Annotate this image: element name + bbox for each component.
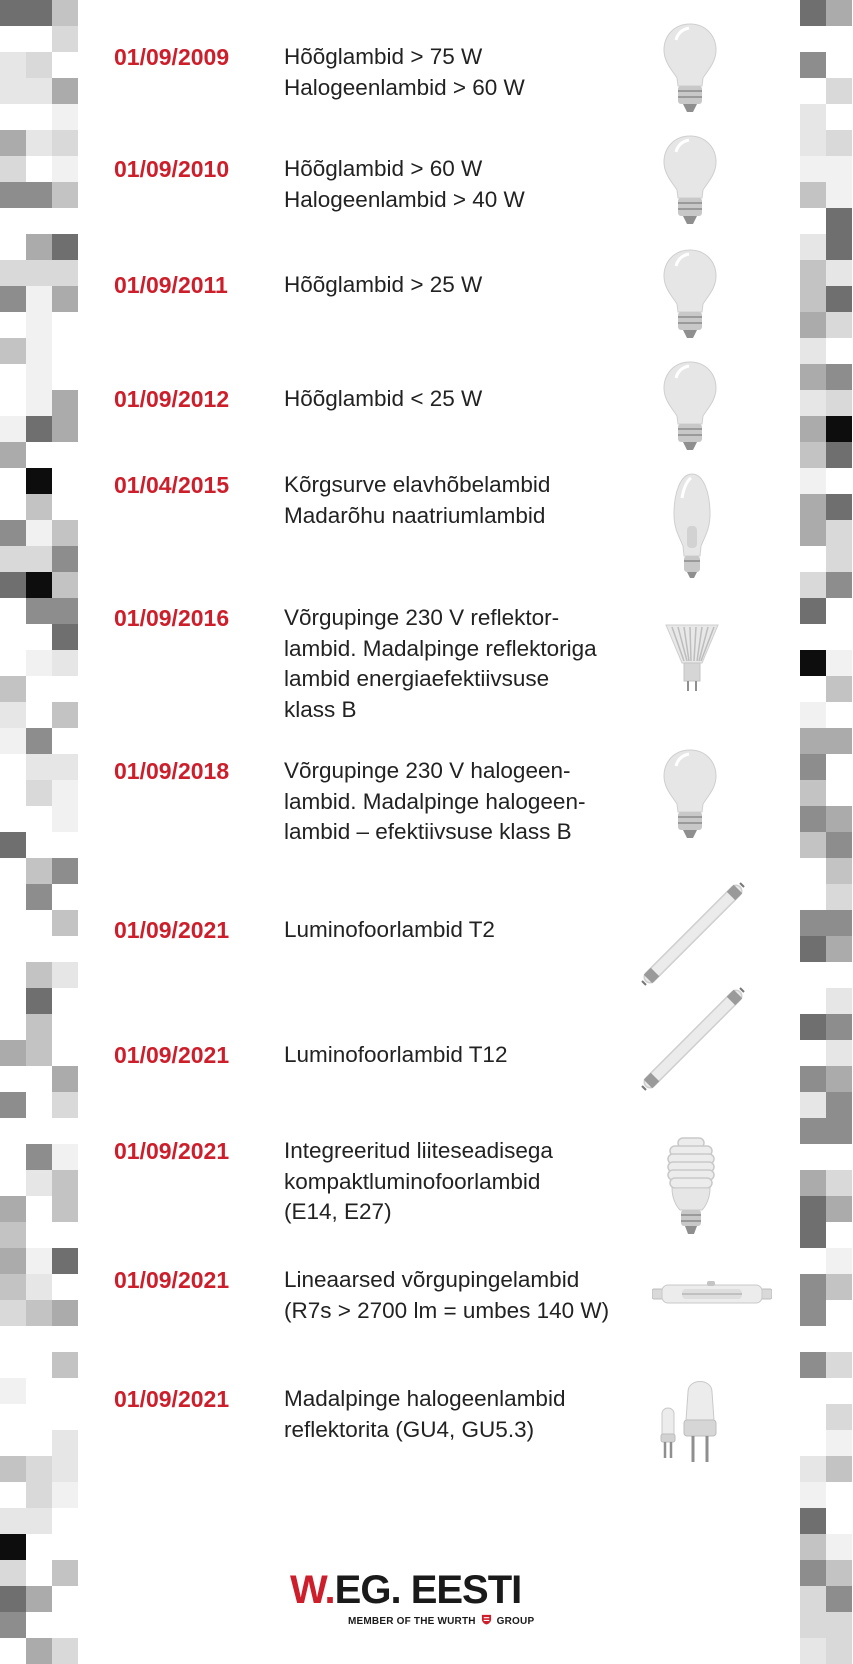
mosaic-tile xyxy=(52,962,78,988)
mosaic-tile xyxy=(0,1222,26,1248)
row-description: Luminofoorlambid T12 xyxy=(284,1042,508,1067)
mosaic-tile xyxy=(826,988,852,1014)
row-description: Lineaarsed võrgupingelambid (R7s > 2700 lm = umbes 140 W) xyxy=(284,1267,610,1323)
mosaic-tile xyxy=(826,832,852,858)
mosaic-tile xyxy=(26,494,52,520)
mosaic-tile xyxy=(52,1248,78,1274)
mosaic-tile xyxy=(26,52,52,78)
mosaic-tile xyxy=(800,728,826,754)
mosaic-tile xyxy=(52,130,78,156)
mosaic-tile xyxy=(800,0,826,26)
incandescent-bulb-icon xyxy=(662,248,718,345)
mosaic-tile xyxy=(0,286,26,312)
row-description: Integreeritud liiteseadisega kompaktluminofoorlambid (E14, E27) xyxy=(284,1138,553,1224)
mosaic-tile xyxy=(0,1300,26,1326)
wurth-shield-icon xyxy=(481,1614,492,1625)
row-date: 01/09/2021 xyxy=(114,917,230,943)
mosaic-tile xyxy=(26,1482,52,1508)
mosaic-tile xyxy=(800,1482,826,1508)
mosaic-tile xyxy=(800,416,826,442)
mosaic-tile xyxy=(826,1118,852,1144)
mosaic-tile xyxy=(826,1534,852,1560)
mosaic-tile xyxy=(800,1534,826,1560)
mosaic-tile xyxy=(0,1508,26,1534)
mosaic-tile xyxy=(826,208,852,234)
mosaic-tile xyxy=(52,1482,78,1508)
row-date: 01/09/2021 xyxy=(114,1042,230,1068)
mosaic-tile xyxy=(52,286,78,312)
mosaic-tile xyxy=(26,364,52,390)
mosaic-tile xyxy=(826,390,852,416)
mosaic-tile xyxy=(0,1040,26,1066)
mosaic-tile xyxy=(800,1170,826,1196)
mosaic-tile xyxy=(826,416,852,442)
mosaic-tile xyxy=(800,234,826,260)
mosaic-tile xyxy=(26,1170,52,1196)
mosaic-tile xyxy=(826,1586,852,1612)
mosaic-tile xyxy=(0,676,26,702)
mosaic-tile xyxy=(826,312,852,338)
mosaic-tile xyxy=(800,1092,826,1118)
mosaic-tile xyxy=(826,442,852,468)
mosaic-tile xyxy=(826,910,852,936)
mosaic-tile xyxy=(0,546,26,572)
mosaic-tile xyxy=(826,1560,852,1586)
mosaic-tile xyxy=(800,390,826,416)
mosaic-tile xyxy=(800,104,826,130)
row-date: 01/04/2015 xyxy=(114,472,230,498)
row-description: Hõõglambid > 75 W Halogeenlambid > 60 W xyxy=(284,44,525,100)
mosaic-tile xyxy=(800,364,826,390)
mosaic-tile xyxy=(52,598,78,624)
mosaic-tile xyxy=(800,1508,826,1534)
mosaic-tile xyxy=(826,1014,852,1040)
row-description: Hõõglambid > 60 W Halogeenlambid > 40 W xyxy=(284,156,525,212)
mosaic-tile xyxy=(52,1352,78,1378)
mosaic-tile xyxy=(52,702,78,728)
mosaic-tile xyxy=(26,754,52,780)
row-description: Kõrgsurve elavhõbelambid Madarõhu naatriumlambid xyxy=(284,472,551,528)
mosaic-tile xyxy=(52,0,78,26)
mosaic-tile xyxy=(0,1248,26,1274)
mosaic-tile xyxy=(52,650,78,676)
mosaic-tile xyxy=(52,26,78,52)
mosaic-tile xyxy=(0,182,26,208)
row-date: 01/09/2016 xyxy=(114,605,230,631)
mosaic-tile xyxy=(52,624,78,650)
bi-pin-halogen-lamps-icon xyxy=(654,1372,730,1471)
mosaic-tile xyxy=(26,0,52,26)
mosaic-tile xyxy=(26,728,52,754)
mosaic-tile xyxy=(52,1066,78,1092)
mosaic-tile xyxy=(26,1040,52,1066)
mosaic-tile xyxy=(52,390,78,416)
mosaic-tile xyxy=(26,1508,52,1534)
mosaic-tile xyxy=(800,520,826,546)
mosaic-tile xyxy=(26,1248,52,1274)
left-mosaic-decoration xyxy=(0,0,80,1640)
mosaic-tile xyxy=(826,234,852,260)
mosaic-tile xyxy=(800,182,826,208)
mosaic-tile xyxy=(800,702,826,728)
mosaic-tile xyxy=(52,858,78,884)
mosaic-tile xyxy=(0,52,26,78)
logo-wordmark: W.EG. EESTI xyxy=(290,1568,522,1612)
mosaic-tile xyxy=(0,78,26,104)
mosaic-tile xyxy=(826,1352,852,1378)
row-description: Hõõglambid > 25 W xyxy=(284,272,483,297)
row-date: 01/09/2021 xyxy=(114,1386,230,1412)
mosaic-tile xyxy=(26,520,52,546)
mosaic-tile xyxy=(800,1222,826,1248)
mosaic-tile xyxy=(800,1352,826,1378)
mosaic-tile xyxy=(826,884,852,910)
mosaic-tile xyxy=(826,1430,852,1456)
mosaic-tile xyxy=(800,598,826,624)
mosaic-tile xyxy=(800,1456,826,1482)
mosaic-tile xyxy=(826,1040,852,1066)
mosaic-tile xyxy=(0,702,26,728)
mosaic-tile xyxy=(0,1560,26,1586)
mosaic-tile xyxy=(52,1638,78,1664)
mosaic-tile xyxy=(26,182,52,208)
mosaic-tile xyxy=(826,1638,852,1664)
mosaic-tile xyxy=(26,884,52,910)
mosaic-tile xyxy=(826,130,852,156)
mosaic-tile xyxy=(826,1456,852,1482)
mosaic-tile xyxy=(826,364,852,390)
mosaic-tile xyxy=(826,546,852,572)
mosaic-tile xyxy=(52,1144,78,1170)
mosaic-tile xyxy=(800,650,826,676)
mosaic-tile xyxy=(800,1274,826,1300)
mosaic-tile xyxy=(52,1456,78,1482)
mosaic-tile xyxy=(26,1014,52,1040)
mosaic-tile xyxy=(52,104,78,130)
mosaic-tile xyxy=(800,494,826,520)
mosaic-tile xyxy=(26,858,52,884)
row-description: Luminofoorlambid T2 xyxy=(284,917,495,942)
mosaic-tile xyxy=(800,1066,826,1092)
mosaic-tile xyxy=(26,390,52,416)
fluorescent-tube-icon xyxy=(638,984,748,1099)
mosaic-tile xyxy=(0,156,26,182)
mosaic-tile xyxy=(826,0,852,26)
mosaic-tile xyxy=(800,1118,826,1144)
row-description: Madalpinge halogeenlambid reflektorita (GU4, GU5.3) xyxy=(284,1386,566,1442)
mosaic-tile xyxy=(800,806,826,832)
mosaic-tile xyxy=(826,1404,852,1430)
mosaic-tile xyxy=(800,832,826,858)
row-date: 01/09/2009 xyxy=(114,44,230,70)
mosaic-tile xyxy=(800,260,826,286)
mosaic-tile xyxy=(0,1456,26,1482)
mosaic-tile xyxy=(800,754,826,780)
mosaic-tile xyxy=(826,260,852,286)
mosaic-tile xyxy=(26,1274,52,1300)
linear-halogen-lamp-icon xyxy=(652,1281,772,1312)
mosaic-tile xyxy=(26,572,52,598)
mosaic-tile xyxy=(0,1612,26,1638)
mosaic-tile xyxy=(800,52,826,78)
fluorescent-tube-icon xyxy=(638,879,748,994)
row-date: 01/09/2018 xyxy=(114,758,230,784)
mosaic-tile xyxy=(826,1092,852,1118)
mosaic-tile xyxy=(52,520,78,546)
row-description: Hõõglambid < 25 W xyxy=(284,386,483,411)
mosaic-tile xyxy=(800,442,826,468)
mosaic-tile xyxy=(0,832,26,858)
incandescent-bulb-icon xyxy=(662,134,718,231)
row-date: 01/09/2012 xyxy=(114,386,230,412)
mosaic-tile xyxy=(800,1586,826,1612)
mosaic-tile xyxy=(52,156,78,182)
mosaic-tile xyxy=(800,156,826,182)
mosaic-tile xyxy=(826,728,852,754)
mosaic-tile xyxy=(800,1612,826,1638)
mosaic-tile xyxy=(52,1092,78,1118)
mosaic-tile xyxy=(26,988,52,1014)
weg-eesti-logo xyxy=(290,1570,570,1630)
mosaic-tile xyxy=(800,572,826,598)
mosaic-tile xyxy=(26,338,52,364)
mosaic-tile xyxy=(826,1248,852,1274)
mosaic-tile xyxy=(826,1170,852,1196)
mosaic-tile xyxy=(52,754,78,780)
mosaic-tile xyxy=(52,1430,78,1456)
mosaic-tile xyxy=(826,156,852,182)
row-date: 01/09/2021 xyxy=(114,1138,230,1164)
row-date: 01/09/2011 xyxy=(114,272,228,298)
mosaic-tile xyxy=(0,520,26,546)
mosaic-tile xyxy=(0,260,26,286)
mosaic-tile xyxy=(800,1196,826,1222)
incandescent-bulb-icon xyxy=(662,22,718,119)
row-date: 01/09/2021 xyxy=(114,1267,230,1293)
mosaic-tile xyxy=(26,780,52,806)
mosaic-tile xyxy=(800,1300,826,1326)
mosaic-tile xyxy=(26,962,52,988)
mosaic-tile xyxy=(52,572,78,598)
mosaic-tile xyxy=(52,1196,78,1222)
mosaic-tile xyxy=(0,338,26,364)
hid-bulb-icon xyxy=(670,472,714,585)
incandescent-bulb-icon xyxy=(662,360,718,457)
mosaic-tile xyxy=(26,1300,52,1326)
mosaic-tile xyxy=(0,572,26,598)
mosaic-tile xyxy=(826,806,852,832)
mosaic-tile xyxy=(0,1092,26,1118)
mosaic-tile xyxy=(826,1066,852,1092)
mosaic-tile xyxy=(800,312,826,338)
mosaic-tile xyxy=(0,1534,26,1560)
mosaic-tile xyxy=(800,338,826,364)
mosaic-tile xyxy=(26,546,52,572)
mosaic-tile xyxy=(826,520,852,546)
row-description: Võrgupinge 230 V reflektor- lambid. Madalpinge reflektoriga lambid energiaefektiivsuse klass B xyxy=(284,605,597,722)
mosaic-tile xyxy=(52,260,78,286)
mosaic-tile xyxy=(800,286,826,312)
mosaic-tile xyxy=(26,1638,52,1664)
mosaic-tile xyxy=(826,676,852,702)
mosaic-tile xyxy=(52,416,78,442)
mosaic-tile xyxy=(26,78,52,104)
mosaic-tile xyxy=(26,234,52,260)
mosaic-tile xyxy=(26,1456,52,1482)
mosaic-tile xyxy=(52,182,78,208)
mosaic-tile xyxy=(826,1196,852,1222)
mosaic-tile xyxy=(826,78,852,104)
mosaic-tile xyxy=(800,1014,826,1040)
mosaic-tile xyxy=(52,1170,78,1196)
compact-fluorescent-bulb-icon xyxy=(664,1136,720,1245)
mosaic-tile xyxy=(826,650,852,676)
mosaic-tile xyxy=(826,1612,852,1638)
mosaic-tile xyxy=(52,910,78,936)
reflector-lamp-icon xyxy=(664,623,720,700)
mosaic-tile xyxy=(826,182,852,208)
mosaic-tile xyxy=(0,1378,26,1404)
mosaic-tile xyxy=(800,468,826,494)
mosaic-tile xyxy=(52,78,78,104)
mosaic-tile xyxy=(800,1560,826,1586)
mosaic-tile xyxy=(26,416,52,442)
mosaic-tile xyxy=(826,494,852,520)
mosaic-tile xyxy=(800,130,826,156)
mosaic-tile xyxy=(0,728,26,754)
mosaic-tile xyxy=(800,780,826,806)
mosaic-tile xyxy=(800,936,826,962)
mosaic-tile xyxy=(26,286,52,312)
mosaic-tile xyxy=(26,468,52,494)
mosaic-tile xyxy=(26,312,52,338)
mosaic-tile xyxy=(52,234,78,260)
mosaic-tile xyxy=(800,910,826,936)
mosaic-tile xyxy=(52,1560,78,1586)
right-mosaic-decoration xyxy=(800,0,853,1640)
mosaic-tile xyxy=(0,130,26,156)
incandescent-bulb-icon xyxy=(662,748,718,845)
mosaic-tile xyxy=(0,1196,26,1222)
mosaic-tile xyxy=(0,1274,26,1300)
mosaic-tile xyxy=(26,130,52,156)
mosaic-tile xyxy=(800,1638,826,1664)
mosaic-tile xyxy=(826,286,852,312)
mosaic-tile xyxy=(826,858,852,884)
mosaic-tile xyxy=(52,546,78,572)
logo-tagline: MEMBER OF THE WURTH GROUP xyxy=(348,1616,535,1627)
mosaic-tile xyxy=(26,1586,52,1612)
mosaic-tile xyxy=(26,598,52,624)
row-date: 01/09/2010 xyxy=(114,156,230,182)
mosaic-tile xyxy=(0,0,26,26)
mosaic-tile xyxy=(52,780,78,806)
mosaic-tile xyxy=(0,1586,26,1612)
row-description: Võrgupinge 230 V halogeen- lambid. Madalpinge halogeen- lambid – efektiivsuse klass B xyxy=(284,758,586,844)
mosaic-tile xyxy=(0,416,26,442)
mosaic-tile xyxy=(26,260,52,286)
mosaic-tile xyxy=(52,806,78,832)
mosaic-tile xyxy=(826,936,852,962)
mosaic-tile xyxy=(0,442,26,468)
mosaic-tile xyxy=(826,572,852,598)
mosaic-tile xyxy=(826,1274,852,1300)
mosaic-tile xyxy=(52,1300,78,1326)
mosaic-tile xyxy=(26,650,52,676)
mosaic-tile xyxy=(26,1144,52,1170)
